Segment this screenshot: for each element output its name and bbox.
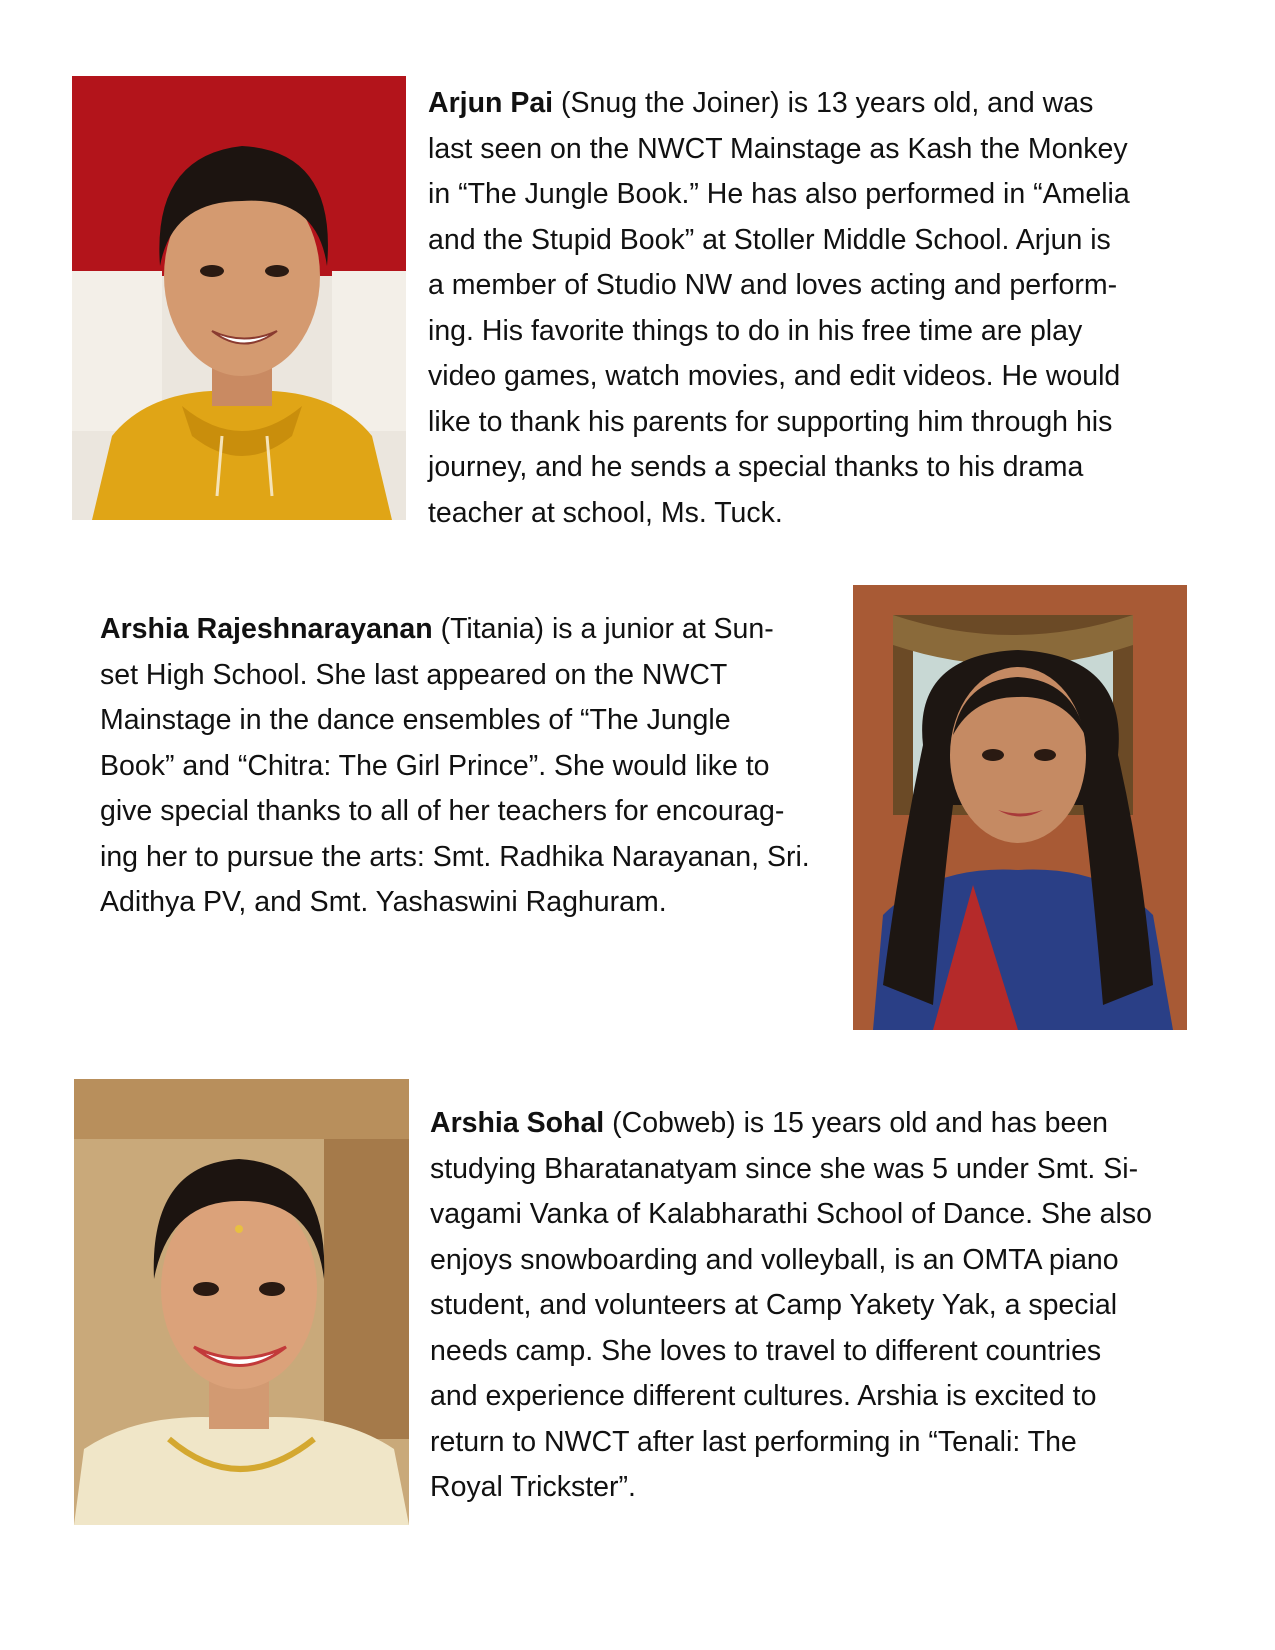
bio-line: studying Bharatanatyam since she was 5 under Smt. Si- [430, 1152, 1139, 1185]
headshot-illustration [72, 76, 406, 520]
bio-line: and experience different cultures. Arshia is excited to [430, 1380, 1097, 1412]
bio-line: ing her to pursue the arts: Smt. Radhika Narayanan, Sri. [100, 840, 810, 873]
bio-line [430, 1101, 1190, 1147]
bio-line: journey, and he sends a special thanks to his drama [428, 451, 1084, 483]
bio-line [100, 607, 840, 653]
bio-line: give special thanks to all of her teachers for encourag- [100, 795, 785, 827]
bio-line: ing. His favorite things to do in his free time are play [428, 314, 1083, 347]
bio-line: Adithya PV, and Smt. Yashaswini Raghuram. [100, 886, 667, 918]
cast-member-name: Arshia Rajeshnarayanan [100, 613, 433, 645]
headshot-photo-arjun-pai [72, 76, 406, 520]
bio-line: like to thank his parents for supporting him through his [428, 405, 1113, 438]
bio-text: (Titania) is a junior at Sun- [432, 613, 774, 645]
headshot-illustration [74, 1079, 409, 1525]
bio-line: enjoys snowboarding and volleyball, is an OMTA piano [430, 1243, 1119, 1276]
bio-text: (Cobweb) is 15 years old and has been [604, 1107, 1109, 1139]
bio-line: video games, watch movies, and edit videos. He would [428, 360, 1121, 392]
bio-line: Royal Trickster”. [430, 1471, 636, 1503]
bio-paragraph-arjun-pai [428, 81, 1188, 536]
bio-line: Book” and “Chitra: The Girl Prince”. She would like to [100, 749, 770, 782]
bio-line [428, 81, 1188, 127]
bio-line: set High School. She last appeared on the NWCT [100, 658, 728, 691]
bio-paragraph-arshia-rajeshnarayanan [100, 607, 840, 926]
bio-line: Mainstage in the dance ensembles of “The Jungle [100, 704, 731, 736]
bio-line: needs camp. She loves to travel to different countries [430, 1334, 1102, 1367]
bio-line: and the Stupid Book” at Stoller Middle School. Arjun is [428, 223, 1111, 256]
cast-member-name: Arjun Pai [428, 87, 554, 119]
bio-line: in “The Jungle Book.” He has also performed in “Amelia [428, 178, 1130, 210]
bio-line: student, and volunteers at Camp Yakety Yak, a special [430, 1289, 1118, 1321]
cast-member-name: Arshia Sohal [430, 1107, 605, 1139]
bio-line: a member of Studio NW and loves acting and perform- [428, 269, 1118, 301]
headshot-illustration [853, 585, 1187, 1030]
headshot-photo-arshia-sohal [74, 1079, 409, 1525]
bio-line: teacher at school, Ms. Tuck. [428, 496, 783, 529]
bio-line: vagami Vanka of Kalabharathi School of Dance. She also [430, 1198, 1152, 1230]
bio-line: last seen on the NWCT Mainstage as Kash the Monkey [428, 132, 1128, 165]
bio-paragraph-arshia-sohal [430, 1101, 1190, 1511]
headshot-photo-arshia-rajeshnarayanan [853, 585, 1187, 1030]
bio-line: return to NWCT after last performing in “Tenali: The [430, 1425, 1077, 1458]
bio-text: (Snug the Joiner) is 13 years old, and was [553, 87, 1094, 119]
